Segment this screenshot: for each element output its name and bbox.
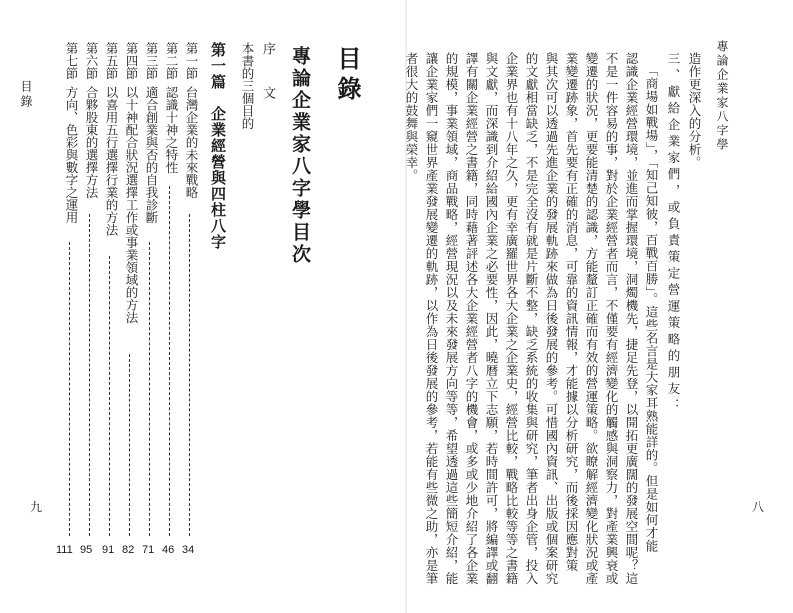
chapter-number: 第一節: [184, 42, 199, 80]
dot-leader: [129, 354, 130, 536]
chapter-title: 以喜用五行選擇行業的方法: [104, 86, 119, 236]
body-column: 企業界也有十八年之久，更有幸廣羅世界各大企業之企業史，經營比較，戰略比較等等之書籍: [504, 52, 519, 585]
section-heading: 三、獻給企業家們，或負責策定營運策略的朋友：: [666, 52, 681, 415]
left-page-number: 九: [30, 500, 43, 514]
dot-leader: [69, 242, 70, 536]
chapter-title: 適合創業與否的自我診斷: [144, 86, 159, 224]
chapter-page: 46: [162, 544, 175, 556]
chapter-title: 以十神配合狀況選擇工作或事業領域的方法: [124, 86, 139, 324]
chapter-number: 第三節: [144, 42, 159, 80]
body-column: 業變遷跡象，首先要有正確的消息，可靠的資訊情報，才能據以分析研究，而後採因應對策: [564, 52, 579, 572]
body-column: 者很大的鼓舞與榮幸。: [404, 52, 419, 182]
body-column: 不是一件容易的事，對於企業經營者而言，不僅要有經濟變化的觸感與洞察力，對產業興衰或: [604, 52, 619, 585]
body-column: 變遷的狀況，更要能清楚的認識，方能釐訂正確而有效的營運策略。欲瞭解經濟變化狀況或產: [584, 52, 599, 585]
dot-leader: [109, 256, 110, 536]
body-column: 認識企業經營環境，並進而掌握環境，洞燭機先，捷足先登，以開拓更廣闊的發展空間呢？這: [624, 52, 639, 585]
chapter-title: 合夥股東的選擇方法: [84, 86, 99, 199]
chapter-page: 71: [142, 544, 155, 556]
chapter-title: 認識十神之特性: [164, 86, 179, 174]
chapter-number: 第六節: [84, 42, 99, 80]
dot-leader: [149, 242, 150, 536]
purpose-line: 本書的三個目的: [240, 42, 255, 130]
section-title: 目錄: [333, 46, 362, 106]
chapter-number: 第四節: [124, 42, 139, 80]
chapter-page: 95: [80, 544, 93, 556]
body-column: 造作更深入的分析。: [687, 52, 702, 169]
dot-leader: [89, 214, 90, 536]
chapter-page: 34: [182, 544, 195, 556]
body-column: 與其次可以透過先進企業的發展軌跡來做為日後發展的參考。可惜國內資訊、出版或個案研究: [544, 52, 559, 585]
body-column: 「商場如戰場」，「知己知彼，百戰百勝」。這些名言是大家耳熟能詳的。但是如何才能: [644, 64, 659, 553]
preface-text: 文: [260, 86, 275, 99]
dot-leader: [169, 186, 170, 536]
body-column: 的文獻相當缺乏，不是完全沒有就是片斷不整，缺乏系統的收集與研究，筆者出身企管，投入: [524, 52, 539, 585]
preface-label: 序: [260, 42, 275, 55]
book-title: 專論企業家八字學目次: [289, 46, 311, 266]
page-number: 八: [752, 500, 765, 514]
body-column: 與文獻，而深識到介紹給國內企業之必要性，因此，曉暦立下志願，若時間許可，將編譯或翻: [484, 52, 499, 585]
chapter-page: 82: [122, 544, 135, 556]
chapter-number: 第七節: [64, 42, 79, 80]
left-running-header: 目錄: [19, 80, 33, 110]
dot-leader: [189, 214, 190, 536]
body-column: 的規模，事業領域，商品戰略，經營現況以及未來發展方向等等，希望透過這些簡短介紹，能: [444, 52, 459, 585]
body-column: 譯有關企業經營之書籍，同時藉著評述各大企業經營者八字的機會，或多或少地介紹了各企業: [464, 52, 479, 585]
chapter-title: 方向、色彩與數字之運用: [64, 86, 79, 224]
part-title: 第一篇 企業經營與四柱八字: [209, 42, 227, 250]
chapter-number: 第二節: [164, 42, 179, 80]
chapter-title: 台灣企業的未來戰略: [184, 86, 199, 199]
running-header: 專論企業家八字學: [715, 40, 729, 152]
body-column: 讓企業家們一窺世界產業發展變遷的軌跡，以作為日後發展的參考，若能有些微之助，亦是筆: [424, 52, 439, 585]
chapter-page: 91: [102, 544, 115, 556]
chapter-page: 111: [56, 544, 73, 556]
chapter-number: 第五節: [104, 42, 119, 80]
